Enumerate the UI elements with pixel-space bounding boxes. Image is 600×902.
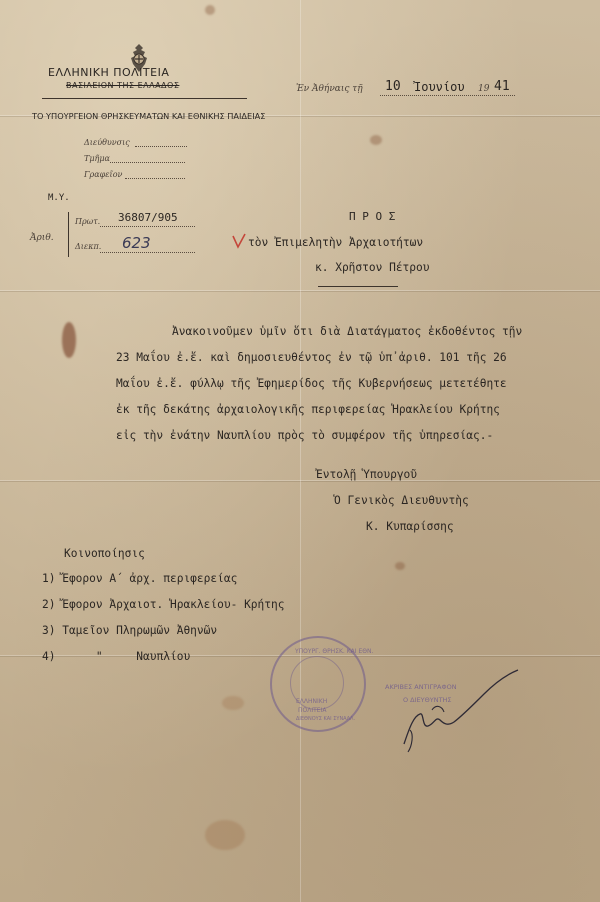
diekp-number: 623 bbox=[122, 234, 151, 252]
prot-label: Πρωτ. bbox=[75, 217, 101, 226]
diekp-label: Διεκπ. bbox=[75, 242, 102, 251]
field-direction-line bbox=[135, 146, 187, 147]
date-prefix: Ἐν Ἀθήναις τῇ bbox=[296, 84, 363, 94]
body-line: Μαΐου ἐ.ἔ. φύλλῳ τῆς Ἐφημερίδος τῆς Κυβερνήσεως μετετέθητε bbox=[116, 377, 507, 390]
ink-stain bbox=[395, 562, 405, 570]
field-section-label: Τμῆμα bbox=[84, 154, 110, 163]
copy-stamp-line-2: Ο ΔΙΕΥΘΥΝΤΗΣ bbox=[403, 696, 452, 704]
notification-item: 3) Ταμεῖον Πληρωμῶν Ἀθηνῶν bbox=[42, 624, 218, 637]
field-office-line bbox=[125, 178, 185, 179]
stamp-ring-top: ΥΠΟΥΡΓ. ΘΡΗΣΚ. ΚΑΙ ΕΘΝ. bbox=[295, 648, 374, 655]
signature-line-2: Ὁ Γενικὸς Διευθυντὴς bbox=[334, 494, 469, 507]
signature-line-1: Ἐντολῇ Ὑπουργοῦ bbox=[316, 468, 418, 481]
check-mark-icon bbox=[232, 233, 246, 249]
struck-kingdom-line: ΒΑΣΙΛΕΙΟΝ ΤΗΣ ΕΛΛΑΔΟΣ bbox=[66, 81, 180, 90]
recipient-line-2: κ. Χρῆστον Πέτρου bbox=[315, 261, 430, 274]
stamp-ring-bottom: ΔΙΕΘΝΟΥΣ ΚΑΙ ΣΥΝΑΛΛ. bbox=[296, 716, 356, 722]
ink-stain bbox=[205, 5, 215, 15]
body-line: 23 Μαΐου ἐ.ἔ. καὶ δημοσιευθέντος ἐν τῷ ὑπ᾽ἀριθ. 101 τῆς 26 bbox=[116, 351, 507, 364]
field-section-line bbox=[110, 162, 185, 163]
diekp-line bbox=[100, 252, 195, 253]
copy-stamp-line-1: ΑΚΡΙΒΕΣ ΑΝΤΙΓΡΑΦΟΝ bbox=[385, 683, 457, 691]
ink-stain bbox=[222, 696, 244, 710]
body-line: ἐκ τῆς δεκάτης ἀρχαιολογικῆς περιφερείας Ἡρακλείου Κρήτης bbox=[116, 403, 500, 416]
notification-title: Κοινοποίησις bbox=[64, 547, 145, 560]
my-label: Μ.Υ. bbox=[48, 193, 70, 203]
notification-item: 1) Ἔφορον Α΄ ἀρχ. περιφερείας bbox=[42, 572, 238, 585]
notification-item: 2) Ἔφορον Ἀρχαιοτ. Ἡρακλείου- Κρήτης bbox=[42, 598, 285, 611]
date-line bbox=[380, 95, 515, 96]
date-day: 10 bbox=[385, 79, 401, 94]
field-direction-label: Διεύθυνσις bbox=[84, 138, 130, 147]
signature-name: Κ. Κυπαρίσσης bbox=[366, 520, 454, 533]
field-office-label: Γραφεῖον bbox=[84, 170, 123, 179]
paper-fold bbox=[300, 0, 301, 902]
arith-label: Ἀριθ. bbox=[30, 233, 54, 243]
prot-number: 36807/905 bbox=[118, 211, 178, 224]
ministry-name: ΤΟ ΥΠΟΥΡΓΕΙΟΝ ΘΡΗΣΚΕΥΜΑΤΩΝ ΚΑΙ ΕΘΝΙΚΗΣ ΠΑΙΔΕΙΑΣ bbox=[32, 111, 266, 121]
notification-item: 4) " Ναυπλίου bbox=[42, 650, 191, 663]
state-heading: ΕΛΛΗΝΙΚΗ ΠΟΛΙΤΕΙΑ bbox=[48, 66, 170, 79]
arith-bracket bbox=[68, 212, 69, 257]
date-year-prefix: 19 bbox=[478, 84, 490, 94]
date-year-suffix: 41 bbox=[494, 79, 510, 94]
recipient-underline bbox=[318, 286, 398, 287]
ink-stain bbox=[62, 322, 76, 358]
ink-stain bbox=[205, 820, 245, 850]
recipient-line-1: τὸν Ἐπιμελητὴν Ἀρχαιοτήτων bbox=[248, 236, 424, 249]
header-rule bbox=[42, 98, 247, 99]
ink-stain bbox=[370, 135, 382, 145]
stamp-center-1: ΕΛΛΗΝΙΚΗ bbox=[296, 698, 328, 705]
body-line: εἰς τὴν ἐνάτην Ναυπλίου πρὸς τὸ συμφέρον τῆς ὑπηρεσίας.- bbox=[116, 429, 494, 442]
pros-heading: Π Ρ Ο Σ bbox=[349, 210, 396, 223]
stamp-center-2: ΠΟΛΙΤΕΙΑ bbox=[298, 707, 327, 714]
prot-line bbox=[100, 226, 195, 227]
body-line: Ἀνακοινοῦμεν ὑμῖν ὅτι διὰ Διατάγματος ἐκδοθέντος τῇν bbox=[172, 325, 523, 338]
handwritten-signature-icon bbox=[392, 666, 522, 756]
date-month: Ἰουνίου bbox=[414, 80, 465, 94]
